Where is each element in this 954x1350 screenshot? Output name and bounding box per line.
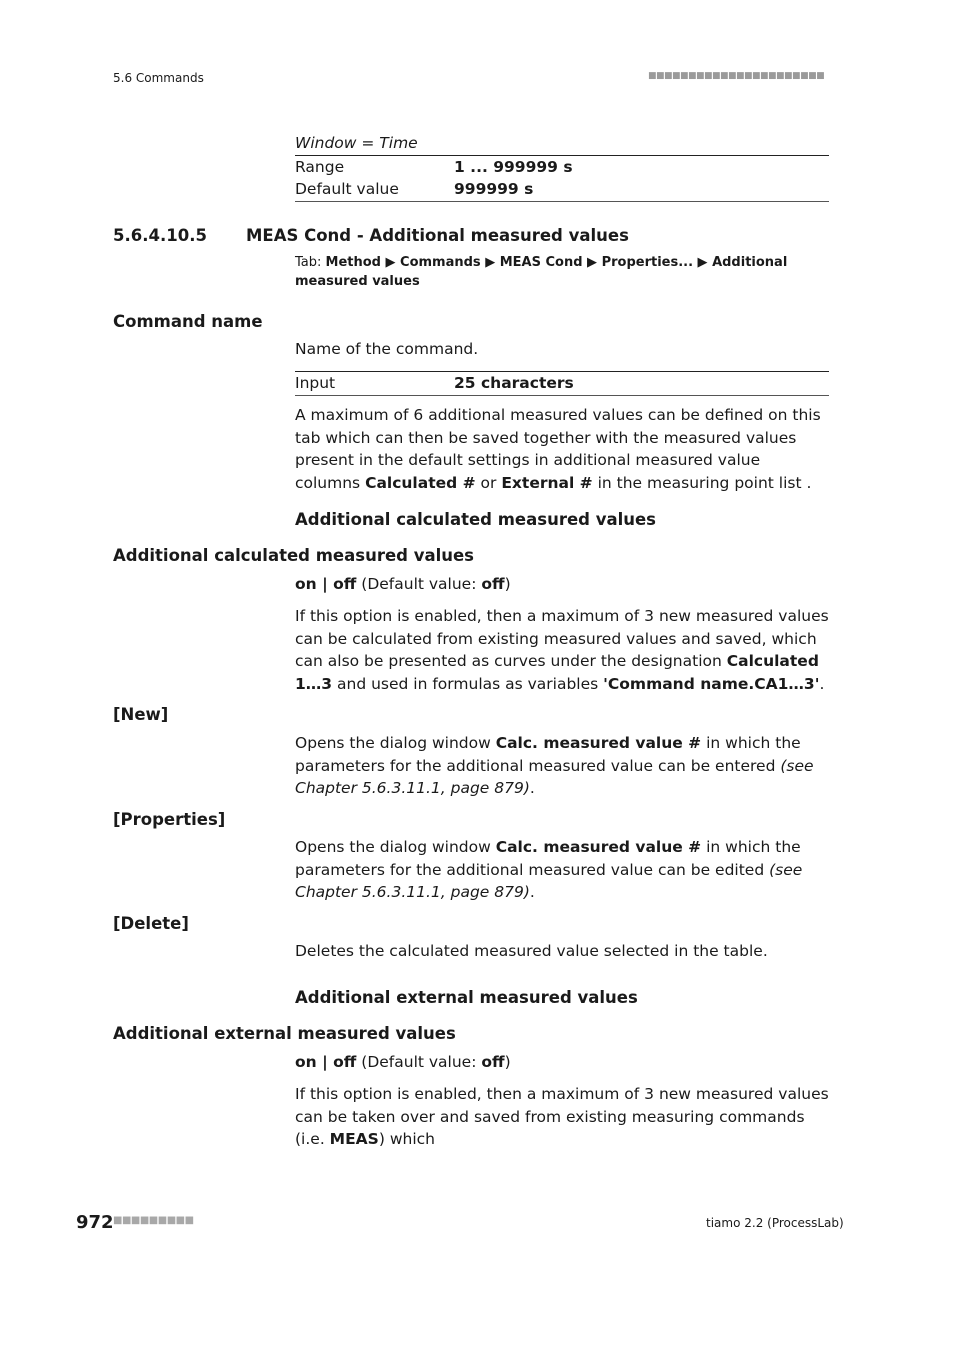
section-title: MEAS Cond - Additional measured values	[246, 226, 629, 245]
chapter-reference-link[interactable]: (see Chapter 5.6.3.11.1, page 879)	[295, 860, 803, 901]
ext-label: Additional external measured values	[113, 1024, 456, 1043]
tab-path: Method ▶ Commands ▶ MEAS Cond ▶ Properties... ▶ Additional measured values	[295, 255, 788, 289]
table-value: 999999 s	[454, 180, 534, 198]
delete-button-description: Deletes the calculated measured value selected in the table.	[295, 942, 768, 960]
new-button-label: [New]	[113, 705, 169, 724]
table-value: 1 ... 999999 s	[454, 157, 573, 176]
intro-paragraph: A maximum of 6 additional measured values can be defined on this tab which can then be saved together with the measured values present in the default settings in additional measured value columns Calculated # or External # in the measuring point list .	[295, 406, 821, 492]
table-row	[295, 178, 829, 201]
table-rule-bottom	[295, 395, 829, 396]
table-key: Input	[295, 374, 336, 392]
table-row	[295, 372, 829, 395]
calc-description: If this option is enabled, then a maximum of 3 new measured values can be calculated from existing measured values and saved, which can also be presented as curves under the designation Calculated 1…3 and used in formulas as variables 'Command name.CA1…3'.	[295, 607, 829, 693]
footer-decoration: ■■■■■■■■■	[113, 1215, 194, 1226]
ext-subheading: Additional external measured values	[295, 988, 638, 1007]
calc-label: Additional calculated measured values	[113, 546, 475, 565]
footer-product: tiamo 2.2 (ProcessLab)	[706, 1216, 844, 1230]
table-caption: Window = Time	[295, 134, 418, 152]
page-number: 972	[76, 1212, 114, 1233]
running-header-section: 5.6 Commands	[113, 71, 204, 85]
table-rule-bottom	[295, 201, 829, 202]
ext-description: If this option is enabled, then a maximum of 3 new measured values can be taken over and saved from existing measuring commands (i.e. MEAS) which	[295, 1085, 829, 1148]
command-name-description: Name of the command.	[295, 340, 479, 358]
command-name-label: Command name	[113, 312, 263, 331]
table-key: Range	[295, 157, 345, 176]
calc-options: on | off (Default value: off)	[295, 575, 511, 593]
table-value: 25 characters	[454, 374, 574, 392]
new-button-description: Opens the dialog window Calc. measured value # in which the parameters for the additional measured value can be entered (see Chapter 5.6.3.11.1, page 879).	[295, 734, 814, 797]
properties-button-label: [Properties]	[113, 810, 226, 829]
input-table	[295, 371, 829, 396]
section-number: 5.6.4.10.5	[113, 226, 207, 245]
tab-breadcrumb	[295, 253, 829, 291]
properties-button-description: Opens the dialog window Calc. measured value # in which the parameters for the additional measured value can be edited (see Chapter 5.6.3.11.1, page 879).	[295, 838, 803, 901]
tab-prefix: Tab:	[295, 255, 326, 270]
table-row	[295, 156, 829, 179]
table-key: Default value	[295, 180, 399, 198]
running-header-decoration: ■■■■■■■■■■■■■■■■■■■■■■	[648, 71, 825, 81]
ext-options: on | off (Default value: off)	[295, 1053, 511, 1071]
calc-subheading: Additional calculated measured values	[295, 510, 657, 529]
delete-button-label: [Delete]	[113, 914, 189, 933]
chapter-reference-link[interactable]: (see Chapter 5.6.3.11.1, page 879)	[295, 756, 814, 797]
window-time-table	[295, 132, 829, 202]
